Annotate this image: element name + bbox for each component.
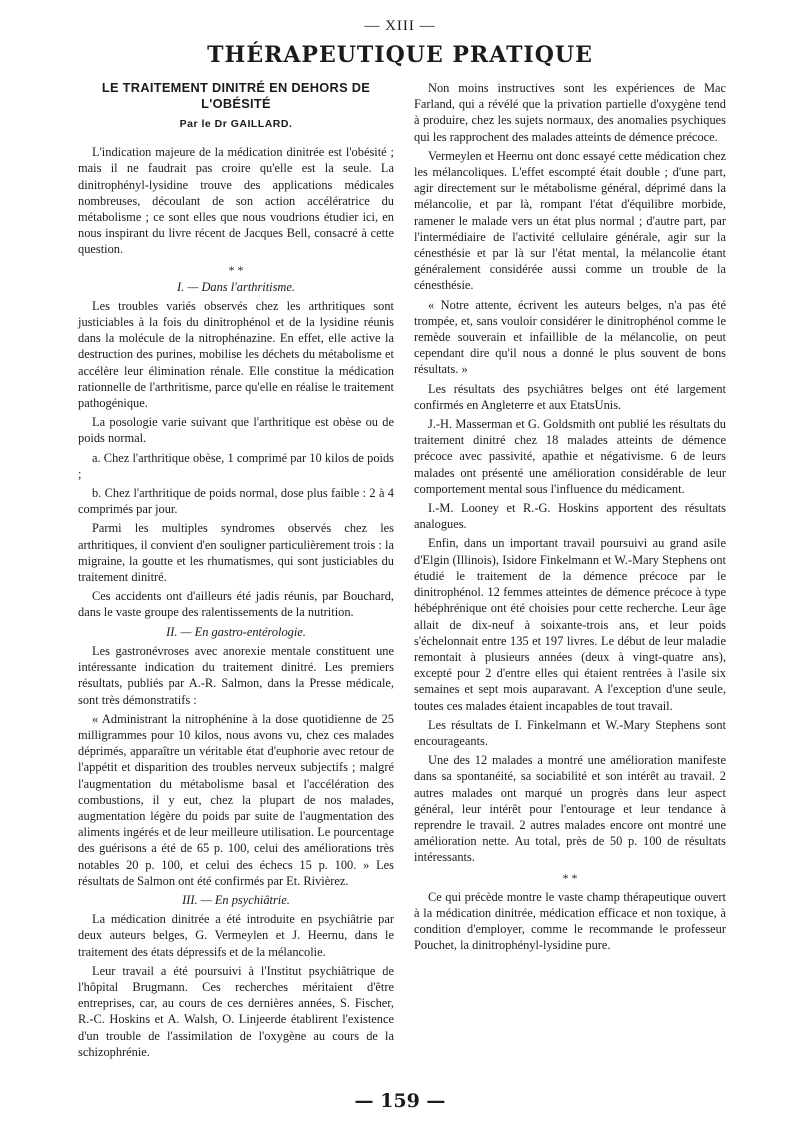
paragraph-s1-3: Parmi les multiples syndromes observés chez les arthritiques, il convient d'en souligner particulièrement trois : la migraine, la goutte et les rhumatismes, qui sont justiciables du traitement dinitré. xyxy=(78,521,394,585)
paragraph-s2-quote: « Administrant la nitrophénine à la dose quotidienne de 25 milligrammes pour 10 kilos, nous avons vu, chez ces malades déprimés, apparaître un véritable état d'euphorie avec retour de l'appétit et disparition des troubles nerveux subjectifs ; malgré l'augmentation du métabolisme basal et l'accélération des combustions, il y eut, chez la plupart de nos malades, augmentation légère du poids par suite de l'augmentation des aliments ingérés et de leur meilleure utilisation. Le pourcentage des guérisons a été de 65 p. 100, celui des améliorations très notables 20 p. 100, et celui des échecs 15 p. 100. » Les résultats de Salmon ont été confirmés par Et. Rivièrez. xyxy=(78,711,394,888)
paragraph-s1-1: Les troubles variés observés chez les arthritiques sont justiciables à la fois du dinitrophénol et de la lysidine réunis dans la molécule de la nitrophénazine. En effet, elle active la destruction des purines, mobilise les déchets du métabolisme et accélère leur élimination rénale. Elle constitue la médication rationnelle de l'arthritisme, parce qu'elle en réalise le traitement pathogénique. xyxy=(78,298,394,411)
page-roman-numeral: — XIII — xyxy=(364,18,436,34)
paragraph-s3-1: La médication dinitrée a été introduite en psychiâtrie par deux auteurs belges, G. Vermeylen et J. Heernu, dans le traitement des états dépressifs et de la mélancolie. xyxy=(78,912,394,959)
paragraph-s3-5: « Notre attente, écrivent les auteurs belges, n'a pas été trompée, et, sans vouloir considérer le dinitrophénol comme le remède souverain et infaillible de la mélancolie, on peut cependant dire qu'il nous a donné le plus souvent de bons résultats. » xyxy=(414,297,726,377)
section-separator: * * xyxy=(228,262,244,277)
section-heading-arthritisme: I. — Dans l'arthritisme. xyxy=(177,279,295,294)
paragraph-s1-b: b. Chez l'arthritique de poids normal, dose plus faible : 2 à 4 comprimés par jour. xyxy=(78,486,394,517)
paragraph-s3-6: Les résultats des psychiâtres belges ont été largement confirmés en Angleterre et aux EtatsUnis. xyxy=(414,381,726,412)
section-heading-gastro: II. — En gastro-entérologie. xyxy=(166,624,306,639)
paragraph-s2-1: Les gastronévroses avec anorexie mentale constituent une intéressante indication du traitement dinitré. Les premiers résultats, publiés par A.-R. Salmon, dans la Presse médicale, sont très démonstratifs : xyxy=(78,643,394,707)
section-title: THÉRAPEUTIQUE PRATIQUE xyxy=(207,42,593,68)
section-heading-psychiatrie: III. — En psychiâtrie. xyxy=(182,892,290,907)
article-title: LE TRAITEMENT DINITRÉ EN DEHORS DE L'OBÉSITÉ xyxy=(101,80,371,111)
paragraph-s1-2: La posologie varie suivant que l'arthritique est obèse ou de poids normal. xyxy=(78,415,394,446)
paragraph-s3-4: Vermeylen et Heernu ont donc essayé cette médication chez les mélancoliques. L'effet escompté était double ; d'une part, agir directement sur le métabolisme général, déprimé dans la mélancolie, et par là, rompant l'état d'équilibre morbide, ramener le malade vers un état plus normal ; d'autre part, par l'intermédiaire de l'activité cellulaire générale, agir sur la cénesthésie et par là sur l'état mental, la mélancolie étant généralement considérée aussi comme un trouble de la cénesthésie. xyxy=(414,148,726,293)
paragraph-s3-3: Non moins instructives sont les expériences de Mac Farland, qui a révélé que la privation partielle d'oxygène tend à produire, chez les sujets normaux, des anomalies psychiques qui les rapprochent des malades atteints de démence précoce. xyxy=(414,81,726,144)
paragraph-s3-11: Une des 12 malades a montré une amélioration manifeste dans sa spontanéité, sa sociabilité et son intérêt au travail. 2 autres malades ont marqué un progrès dans leur aspect général, leur intérêt pour l'entourage et leur tendance à reprendre le travail. 2 autres malades encore ont montré une amélioration nette. Au total, près de 50 p. 100 de résultats intéressants. xyxy=(414,753,726,865)
paragraph-s3-8: I.-M. Looney et R.-G. Hoskins apportent des résultats analogues. xyxy=(414,501,726,532)
left-column xyxy=(78,80,394,1063)
paragraph-s1-4: Ces accidents ont d'ailleurs été jadis réunis, par Bouchard, dans le vaste groupe des ralentissements de la nutrition. xyxy=(78,589,394,620)
paragraph-s3-2: Leur travail a été poursuivi à l'Institut psychiâtrique de l'hôpital Brugmann. Ces recherches méritaient d'être entreprises, car, au cours de ces dernières années, S. Fischer, R.-C. Hoskins et A. Walsh, O. Linjeerde établirent l'existence d'un trouble de l'assimilation de l'oxygène au cours de la schizophrénie. xyxy=(78,963,394,1059)
intro-paragraph: L'indication majeure de la médication dinitrée est l'obésité ; mais il ne faudrait pas croire qu'elle est la seule. La dinitrophényl-lysidine trouve des applications médicales nombreuses, découlant de son action accélératrice du métabolisme ; ce sont elles que nous voudrions étudier ici, en nous inspirant du livre récent de Jacques Bell, consacré à cette question. xyxy=(78,145,394,257)
conclusion-paragraph: Ce qui précède montre le vaste champ thérapeutique ouvert à la médication dinitrée, médication efficace et non toxique, à condition d'employer, comme le recommande le professeur Pouchet, la dinitrophényl-lysidine pure. xyxy=(414,889,726,953)
paragraph-s1-a: a. Chez l'arthritique obèse, 1 comprimé par 10 kilos de poids ; xyxy=(78,450,394,481)
paragraph-s3-9: Enfin, dans un important travail poursuivi au grand asile d'Elgin (Illinois), Isidore Finkelmann et W.-Mary Stephens ont étudié le traitement de la démence précoce par le dinitrophénol. 12 femmes atteintes de démence précoce à type hébéphrénique ont été choisies pour cette recherche. Leur âge allait de dix-neuf à soixante-trois ans, et leur poids s'échelonnait entre 135 et 197 livres. Le début de leur maladie remontait à plusieurs années (deux à vingt-quatre ans), excepté pour 2 d'entre elles qui étaient rentrées à l'asile six semaines et sept mois auparavant. A l'exception d'une seule, toutes ces malades étaient incapables de tout travail. xyxy=(414,536,726,713)
paragraph-s3-10: Les résultats de I. Finkelmann et W.-Mary Stephens sont encourageants. xyxy=(414,717,726,748)
right-column xyxy=(414,80,726,956)
article-byline: Par le Dr GAILLARD. xyxy=(179,118,293,130)
paragraph-s3-7: J.-H. Masserman et G. Goldsmith ont publié les résultats du traitement dinitré chez 18 malades atteints de démence précoce avec passivité, apathie et négativisme. 6 de leurs malades ont présenté une amélioration considérable de leur comportement mental sous l'influence du médicament. xyxy=(414,417,726,496)
conclusion-separator: * * xyxy=(562,870,578,885)
page-number: — 159 — xyxy=(354,1090,446,1112)
